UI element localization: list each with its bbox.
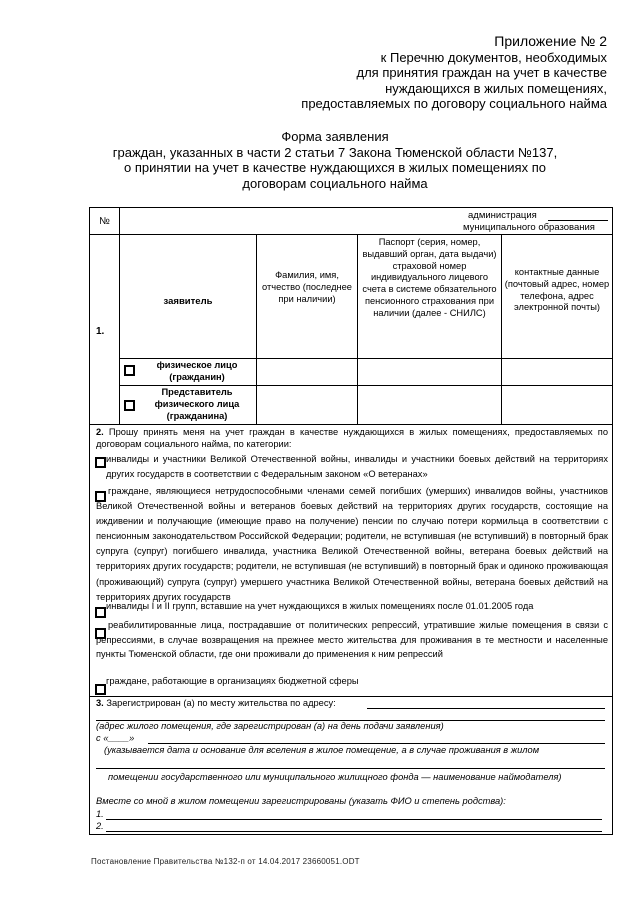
relative-item-1-label: 1. xyxy=(96,809,104,819)
category5-checkbox[interactable] xyxy=(95,684,106,695)
divider xyxy=(119,385,612,386)
form-title xyxy=(100,129,570,191)
since-input-line[interactable] xyxy=(148,743,605,744)
admin-label: администрация xyxy=(468,210,537,221)
admin-input-line[interactable] xyxy=(548,220,608,221)
relative-1-input-line[interactable] xyxy=(106,819,602,820)
annex-line: для принятия граждан на учет в качестве xyxy=(356,65,607,80)
number-header: № xyxy=(99,216,110,227)
category1-text: инвалиды и участники Великой Отечественной войны, инвалиды и участники боевых действий на территориях других государств в соответствии с Федеральным законом «О ветеранах» xyxy=(106,454,608,479)
title-line: граждан, указанных в части 2 статьи 7 Закона Тюменской области №137, xyxy=(112,144,558,160)
annex-line: предоставляемых по договору социального найма xyxy=(301,96,607,111)
individual-checkbox[interactable] xyxy=(124,365,135,376)
registered-with-me: Вместе со мной в жилом помещении зарегистрированы (указать ФИО и степень родства): xyxy=(96,796,506,806)
registered-label: 3. Зарегистрирован (а) по месту жительства по адресу: xyxy=(96,698,336,708)
document-footer: Постановление Правительства №132-п от 14.04.2017 23660051.ODT xyxy=(91,857,360,866)
annex-header xyxy=(287,34,607,112)
application-form xyxy=(89,207,613,835)
category1-checkbox[interactable] xyxy=(95,457,106,468)
divider xyxy=(119,358,612,359)
address-hint: (адрес жилого помещения, где зарегистрирован (а) на день подачи заявления) xyxy=(96,721,444,731)
representative-option-label: Представитель физического лица (гражданина) xyxy=(154,387,240,421)
annex-number: Приложение № 2 xyxy=(494,33,607,49)
divider xyxy=(90,696,612,697)
address-input-line[interactable] xyxy=(367,708,605,709)
category3-checkbox[interactable] xyxy=(95,607,106,618)
relative-2-input-line[interactable] xyxy=(106,831,602,832)
category2-text: граждане, являющиеся нетрудоспособными членами семей погибших (умерших) инвалидов войны, участников Великой Отечественной войны и ветеранов боевых действий на территориях других государств, состоящие на иждивении и получающие (имеющие право на получение) пенсии по случаю потери кормильца в соответствии с пенсионным законодательством Российской Федерации; родители, не вступившая (не вступивший) в повторный брак супруга (супруг) погибшего инвалида, участника Великой Отечественной войны, ветерана боевых действий на территориях других государств; родители, не вступившая (не вступивший) в повторный брак и одиноко проживающая (проживающий) супруга (супруг) умершего участника Великой Отечественной войны, ветерана боевых действий на территориях других государств xyxy=(96,486,608,602)
basis-input-line[interactable] xyxy=(96,768,605,769)
category5-text: граждане, работающие в организациях бюджетной сферы xyxy=(106,676,359,686)
category3-text: инвалиды I и II групп, вставшие на учет нуждающихся в жилых помещениях после 01.01.2005 года xyxy=(106,601,534,611)
row-number: 1. xyxy=(96,326,105,337)
divider xyxy=(90,234,612,235)
since-date-label: с «____» xyxy=(96,733,135,743)
title-line: Форма заявления xyxy=(281,129,389,144)
title-line: о принятии на учет в качестве нуждающихся в жилых помещениях по xyxy=(124,160,546,175)
divider xyxy=(119,208,120,424)
section2-intro: 2. Прошу принять меня на учет граждан в качестве нуждающихся в жилых помещениях, предоставляемых по договорам социального найма, по категории: xyxy=(96,427,608,449)
category4-text: реабилитированные лица, пострадавшие от политических репрессий, утратившие жилые помещения в связи с репрессиями, в случае возвращения на прежнее место жительства для проживания в те местности и населенные пункты Тюменской области, где они проживали до применения к ним репрессий xyxy=(96,620,608,659)
contacts-column-header: контактные данные (почтовый адрес, номер телефона, адрес электронной почты) xyxy=(504,267,610,313)
admin-municipality: муниципального образования xyxy=(463,222,595,233)
individual-option-label: физическое лицо (гражданин) xyxy=(156,360,238,382)
divider xyxy=(256,234,257,424)
divider xyxy=(90,424,612,425)
name-column-header: Фамилия, имя, отчество (последнее при наличии) xyxy=(262,270,352,304)
annex-line: к Перечню документов, необходимых xyxy=(380,49,607,65)
applicant-label: заявитель xyxy=(163,296,213,307)
divider xyxy=(501,234,502,424)
passport-column-header: Паспорт (серия, номер, выдавший орган, дата выдачи) страховой номер индивидуального лицевого счета в системе обязательного пенсионного страхования при наличии (далее - СНИЛС) xyxy=(362,237,497,318)
representative-checkbox[interactable] xyxy=(124,400,135,411)
title-line: договорам социального найма xyxy=(242,175,428,191)
basis-hint-1: (указывается дата и основание для вселения в жилое помещение, а в случае проживания в жилом xyxy=(104,745,540,755)
basis-hint-2: помещении государственного или муниципального жилищного фонда — наименование наймодателя) xyxy=(108,772,562,782)
relative-item-2-label: 2. xyxy=(96,821,104,831)
divider xyxy=(357,234,358,424)
annex-line: нуждающихся в жилых помещениях, xyxy=(385,80,607,96)
